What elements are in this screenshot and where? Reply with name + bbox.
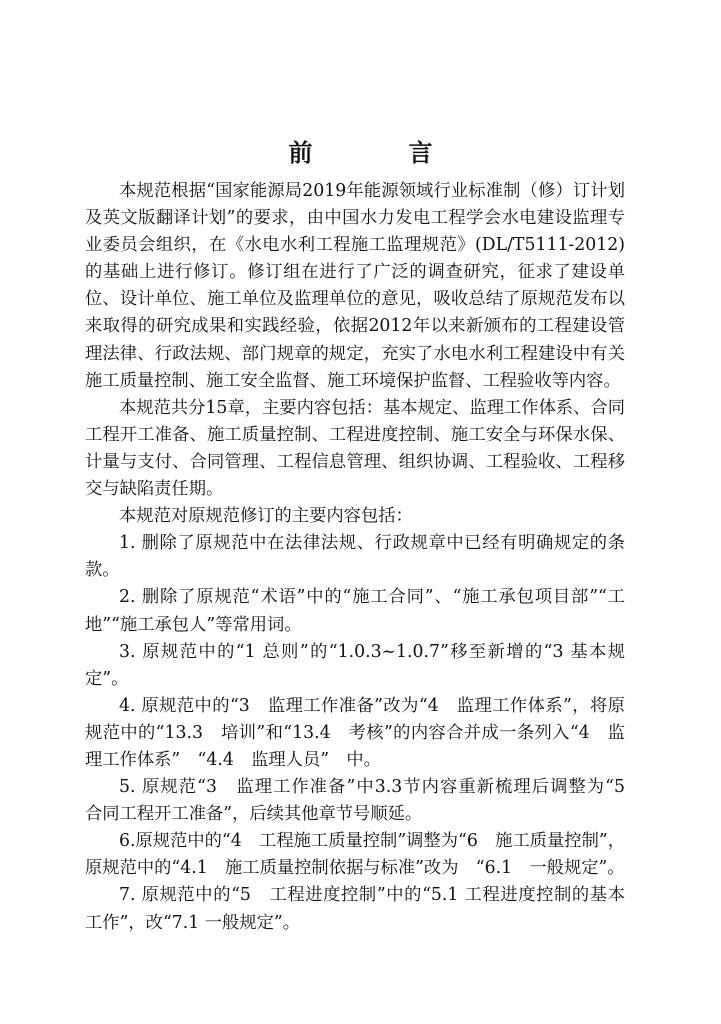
paragraph-revision-2: 2. 删除了原规范“术语”中的“施工合同”、“施工承包项目部”“工地”“施工承包人”等常用词。 [85,587,625,635]
page-title: 前 言 [288,138,469,167]
document-body [85,178,643,937]
paragraph-revision-1: 1. 删除了原规范中在法律法规、行政规章中已经有明确规定的条款。 [85,533,625,581]
paragraph-revision-7: 7. 原规范中的“5 工程进度控制”中的“5.1 工程进度控制的基本工作”，改“7.1 一般规定”。 [85,885,625,933]
paragraph-revision-4: 4. 原规范中的“3 监理工作准备”改为“4 监理工作体系”，将原规范中的“13.3 培训”和“13.4 考核”的内容合并成一条列入“4 监理工作体系” “4.4 监理人员” 中。 [85,695,625,770]
paragraph-revision-5: 5. 原规范“3 监理工作准备”中3.3节内容重新梳理后调整为“5 合同工程开工准备”，后续其他章节号顺延。 [85,777,643,825]
paragraph-chapters: 本规范共分15章，主要内容包括：基本规定、监理工作体系、合同工程开工准备、施工质量控制、工程进度控制、施工安全与环保水保、计量与支付、合同管理、工程信息管理、组织协调、工程验收、工程移交与缺陷责任期。 [85,397,625,500]
paragraph-revisions-lead: 本规范对原规范修订的主要内容包括： [119,506,413,527]
paragraph-intro: 本规范根据“国家能源局2019年能源领域行业标准制（修）订计划及英文版翻译计划”的要求，由中国水力发电工程学会水电建设监理专业委员会组织，在《水电水利工程施工监理规范》(DL/T5111-2012)的基础上进行修订。修订组在进行了广泛的调查研究，征求了建设单位、设计单位、施工单位及监理单位的意见，吸收总结了原规范发布以来取得的研究成果和实践经验，依据2012年以来新颁布的工程建设管理法律、行政法规、部门规章的规定，充实了水电水利工程建设中有关施工质量控制、施工安全监督、施工环境保护监督、工程验收等内容。 [85,181,625,391]
paragraph-revision-3: 3. 原规范中的“1 总则”的“1.0.3~1.0.7”移至新增的“3 基本规定”。 [85,641,625,689]
paragraph-revision-6: 6.原规范中的“4 工程施工质量控制”调整为“6 施工质量控制”，原规范中的“4.1 施工质量控制依据与标准”改为 “6.1 一般规定”。 [85,831,625,879]
